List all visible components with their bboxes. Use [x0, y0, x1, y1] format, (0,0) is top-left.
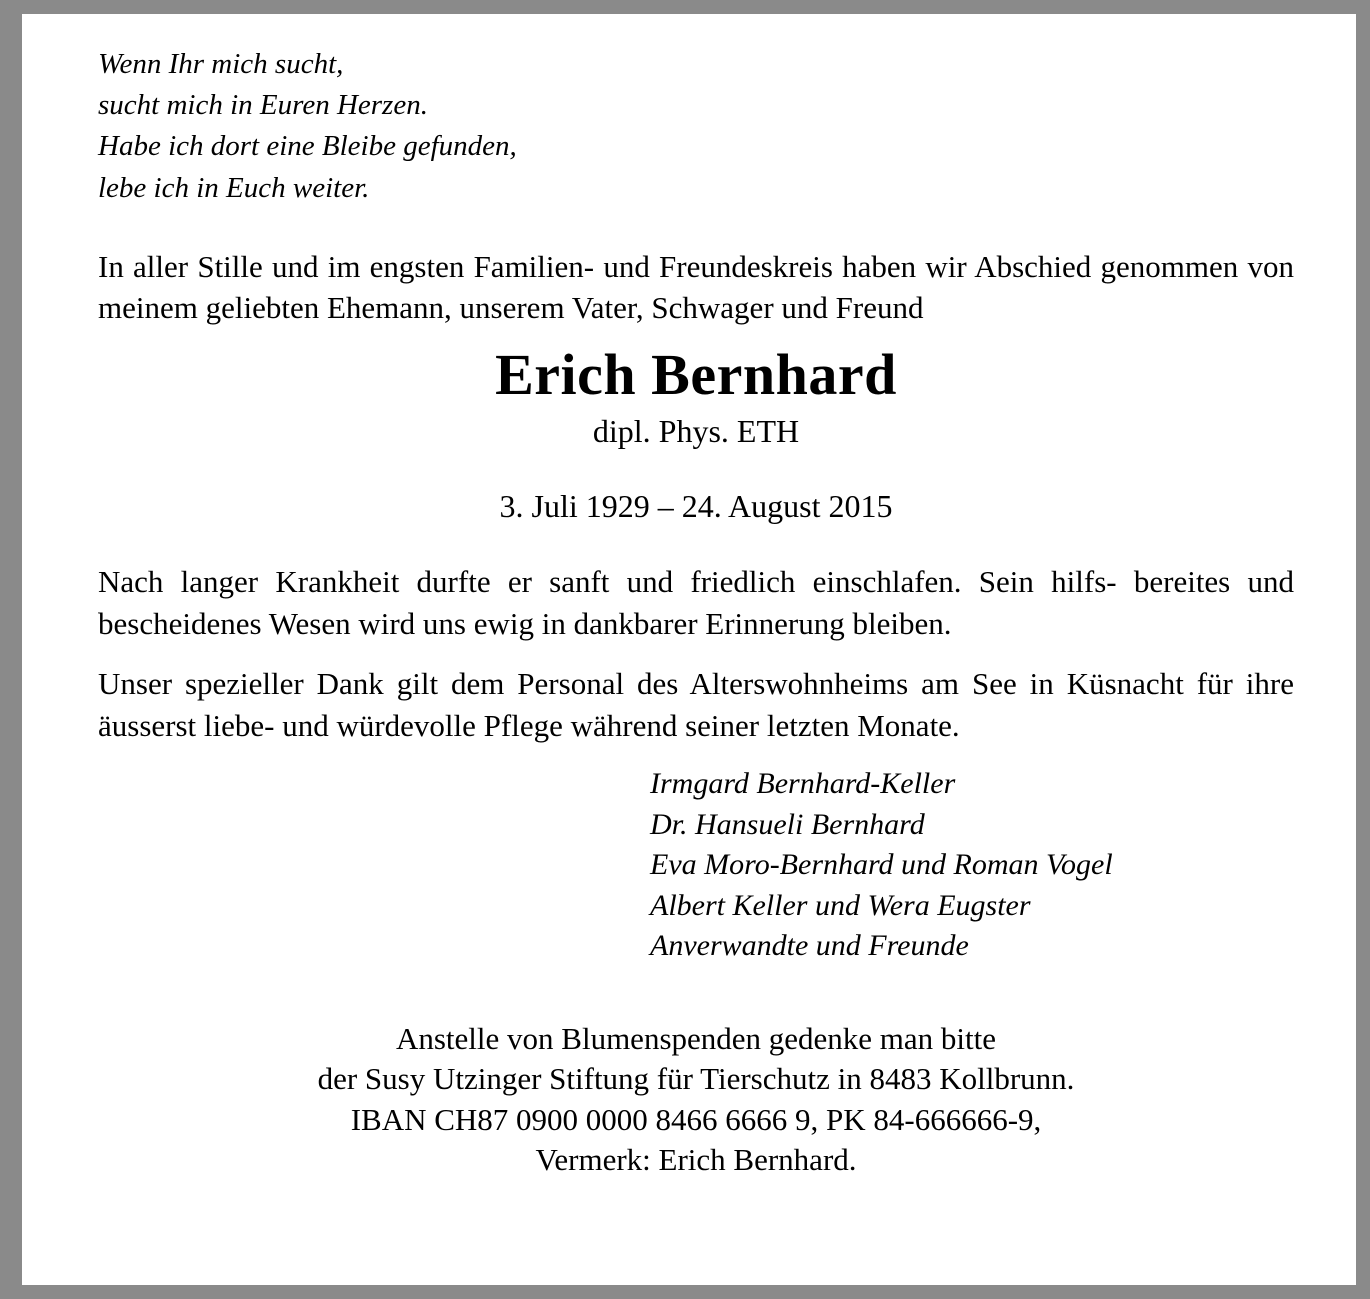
donation-line-1: Anstelle von Blumenspenden gedenke man bitte — [395, 1020, 997, 1056]
poem-block — [98, 44, 1294, 209]
poem-line-2: sucht mich in Euren Herzen. — [98, 89, 428, 122]
memorial-p1-line-2: bereites und bescheidenes Wesen wird uns ewig in dankbarer Erinnerung — [98, 564, 1294, 641]
donation-line-3: IBAN CH87 0900 0000 8466 6666 9, PK 84-666666-9, — [350, 1101, 1042, 1137]
intro-line-3: und Freund — [781, 289, 924, 325]
intro-line-2: genommen von meinem geliebten Ehemann, unserem Vater, Schwager — [98, 248, 1294, 325]
notice-content — [98, 44, 1294, 1180]
memorial-paragraph-1 — [98, 561, 1294, 645]
deceased-name: Erich Bernhard — [495, 341, 897, 407]
poem-line-4: lebe ich in Euch weiter. — [98, 171, 370, 204]
intro-paragraph — [98, 247, 1294, 329]
memorial-p1-line-3: bleiben. — [852, 605, 952, 641]
life-dates: 3. Juli 1929 – 24. August 2015 — [499, 487, 893, 524]
memorial-p2-line-3: letzten Monate. — [766, 707, 960, 743]
memorial-paragraph-2 — [98, 663, 1294, 747]
memorial-p2-line-1: Unser spezieller Dank gilt dem Personal des Alterswohnheims am See in — [98, 665, 1054, 701]
poem-line-3: Habe ich dort eine Bleibe gefunden, — [98, 130, 517, 163]
donation-line-4: Vermerk: Erich Bernhard. — [535, 1141, 857, 1177]
deceased-title: dipl. Phys. ETH — [592, 413, 800, 450]
memorial-p2-line-2: Küsnacht für ihre äusserst liebe- und würdevolle Pflege während seiner — [98, 665, 1295, 743]
notice-frame-inner — [22, 14, 1356, 1285]
memorial-p1-line-1: Nach langer Krankheit durfte er sanft und friedlich einschlafen. Sein hilfs- — [98, 564, 1117, 600]
signature-line-5: Anverwandte und Freunde — [650, 929, 969, 963]
signature-line-1: Irmgard Bernhard-Keller — [650, 767, 956, 801]
signature-line-3: Eva Moro-Bernhard und Roman Vogel — [650, 848, 1113, 882]
poem-line-1: Wenn Ihr mich sucht, — [98, 48, 344, 80]
signature-line-4: Albert Keller und Wera Eugster — [650, 888, 1031, 922]
donation-block — [98, 1019, 1294, 1180]
signature-line-2: Dr. Hansueli Bernhard — [650, 807, 925, 841]
intro-line-1: In aller Stille und im engsten Familien- und Freundeskreis haben wir Abschied — [98, 248, 1092, 284]
donation-line-2: der Susy Utzinger Stiftung für Tierschutz in 8483 Kollbrunn. — [317, 1061, 1075, 1097]
signatures-block — [98, 764, 1294, 967]
